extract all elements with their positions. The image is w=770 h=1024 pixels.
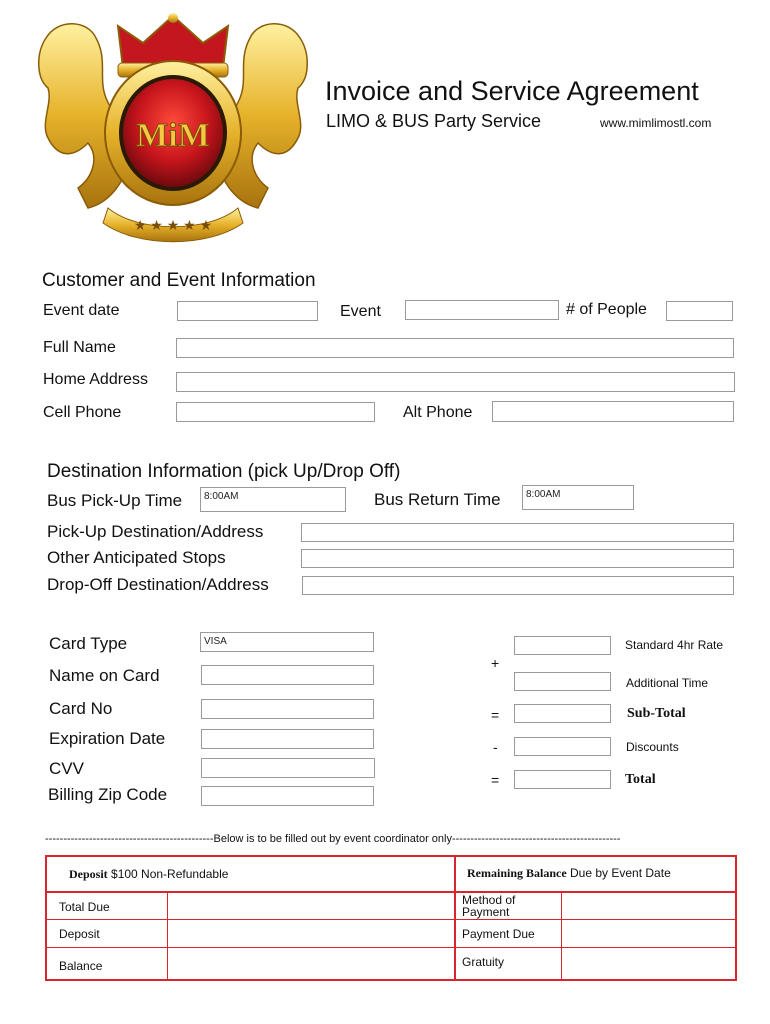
balance-label: Balance (59, 959, 103, 973)
name-on-card-label: Name on Card (49, 666, 160, 685)
cvv-label: CVV (49, 759, 84, 778)
zip-label: Billing Zip Code (48, 785, 168, 804)
cell-phone-label: Cell Phone (43, 404, 122, 421)
deposit-field[interactable] (168, 920, 454, 947)
website-link[interactable]: www.mimlimostl.com (600, 116, 712, 130)
payment-due-field[interactable] (562, 920, 735, 947)
coordinator-divider: ----------------------------------------------Below is to be filled out by event coordinator only---------------------------------------------- (45, 833, 621, 845)
people-field[interactable] (666, 301, 733, 321)
method-label-line2: Payment (462, 905, 510, 919)
full-name-label: Full Name (43, 339, 116, 356)
equals-sign-subtotal: = (491, 707, 500, 723)
deposit-header (69, 867, 228, 882)
people-label: # of People (566, 301, 647, 318)
plus-sign: + (491, 655, 500, 671)
remaining-header-note: Due by Event Date (570, 866, 671, 880)
total-due-field[interactable] (168, 892, 454, 919)
deposit-header-bold: Deposit (69, 867, 108, 881)
subtotal-field[interactable] (514, 704, 611, 723)
method-label-line1: Method of (462, 893, 516, 907)
expiration-field[interactable] (201, 729, 374, 749)
pickup-time-label: Bus Pick-Up Time (47, 491, 183, 510)
total-due-label: Total Due (59, 900, 110, 914)
coordinator-table (45, 855, 737, 981)
subtotal-label: Sub-Total (627, 706, 686, 721)
total-label: Total (625, 772, 656, 787)
gratuity-label: Gratuity (462, 955, 505, 969)
other-stops-label: Other Anticipated Stops (47, 548, 226, 567)
event-field[interactable] (405, 300, 559, 320)
cvv-field[interactable] (201, 758, 375, 778)
event-date-field[interactable] (177, 301, 318, 321)
company-logo (18, 8, 328, 246)
home-address-field[interactable] (176, 372, 735, 392)
method-of-payment-field[interactable] (562, 892, 735, 919)
standard-rate-field[interactable] (514, 636, 611, 655)
discounts-label: Discounts (626, 740, 679, 754)
pickup-address-label: Pick-Up Destination/Address (47, 522, 264, 541)
payment-due-label: Payment Due (462, 927, 535, 941)
card-type-field[interactable]: VISA (200, 632, 374, 652)
gratuity-field[interactable] (562, 948, 735, 979)
additional-time-label: Additional Time (626, 676, 709, 690)
customer-section-heading: Customer and Event Information (42, 270, 316, 291)
svg-text:★ ★ ★ ★ ★: ★ ★ ★ ★ ★ (133, 217, 213, 233)
remaining-header (467, 866, 671, 881)
logo-emblem-icon (18, 8, 328, 246)
return-time-field[interactable]: 8:00AM (522, 485, 634, 510)
page-subtitle: LIMO & BUS Party Service (326, 111, 542, 131)
table-divider-center (454, 857, 456, 979)
card-type-label: Card Type (49, 634, 128, 653)
home-address-label: Home Address (43, 371, 148, 388)
svg-text:MiM: MiM (136, 117, 210, 154)
remaining-header-bold: Remaining Balance (467, 866, 567, 880)
event-date-label: Event date (43, 302, 120, 319)
full-name-field[interactable] (176, 338, 734, 358)
standard-rate-label: Standard 4hr Rate (625, 638, 724, 652)
deposit-row-label: Deposit (59, 927, 100, 941)
other-stops-field[interactable] (301, 549, 734, 568)
discounts-field[interactable] (514, 737, 611, 756)
minus-sign: - (493, 739, 498, 755)
event-label: Event (340, 303, 381, 320)
total-field[interactable] (514, 770, 611, 789)
additional-time-field[interactable] (514, 672, 611, 691)
deposit-header-note: $100 Non-Refundable (111, 867, 229, 881)
balance-field[interactable] (168, 948, 454, 979)
pickup-address-field[interactable] (301, 523, 734, 542)
dropoff-address-label: Drop-Off Destination/Address (47, 575, 269, 594)
dropoff-address-field[interactable] (302, 576, 734, 595)
name-on-card-field[interactable] (201, 665, 374, 685)
alt-phone-field[interactable] (492, 401, 734, 422)
expiration-label: Expiration Date (49, 729, 166, 748)
pickup-time-field[interactable]: 8:00AM (200, 487, 346, 512)
alt-phone-label: Alt Phone (403, 404, 473, 421)
cell-phone-field[interactable] (176, 402, 375, 422)
return-time-label: Bus Return Time (374, 490, 501, 509)
page-title: Invoice and Service Agreement (325, 76, 699, 106)
method-of-payment-label (462, 894, 515, 918)
card-no-label: Card No (49, 699, 113, 718)
zip-field[interactable] (201, 786, 374, 806)
destination-section-heading: Destination Information (pick Up/Drop Off) (47, 461, 401, 482)
card-no-field[interactable] (201, 699, 374, 719)
equals-sign-total: = (491, 772, 500, 788)
